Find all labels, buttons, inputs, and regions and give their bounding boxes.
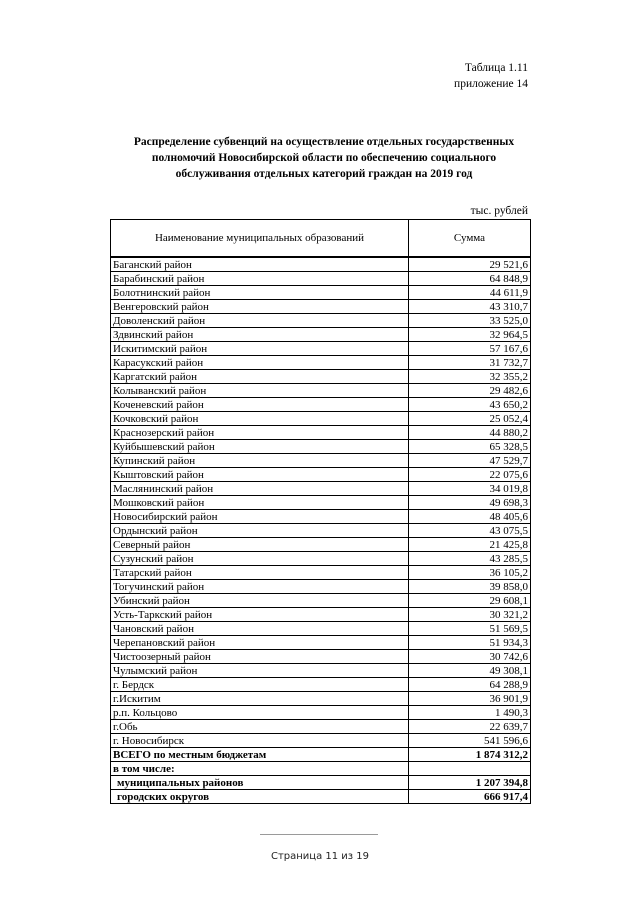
table-row bbox=[111, 440, 531, 454]
row-amount-cell: 1 207 394,8 bbox=[409, 776, 531, 790]
row-amount-cell: 51 934,3 bbox=[409, 636, 531, 650]
table-row bbox=[111, 412, 531, 426]
table-row bbox=[111, 398, 531, 412]
row-amount-cell: 541 596,6 bbox=[409, 734, 531, 748]
document-title bbox=[100, 134, 548, 182]
row-name-cell: Чистоозерный район bbox=[111, 650, 409, 664]
row-amount-cell: 32 964,5 bbox=[409, 328, 531, 342]
table-row bbox=[111, 286, 531, 300]
table-row bbox=[111, 510, 531, 524]
subtotal-row bbox=[111, 776, 531, 790]
row-name-cell: ВСЕГО по местным бюджетам bbox=[111, 748, 409, 762]
units-label: тыс. рублей bbox=[470, 205, 528, 217]
row-name-cell: Черепановский район bbox=[111, 636, 409, 650]
row-name-cell: Купинский район bbox=[111, 454, 409, 468]
row-name-cell: Здвинский район bbox=[111, 328, 409, 342]
row-amount-cell bbox=[409, 762, 531, 776]
table-row bbox=[111, 664, 531, 678]
row-amount-cell: 49 308,1 bbox=[409, 664, 531, 678]
row-amount-cell: 51 569,5 bbox=[409, 622, 531, 636]
row-name-cell: Маслянинский район bbox=[111, 482, 409, 496]
row-amount-cell: 43 650,2 bbox=[409, 398, 531, 412]
row-amount-cell: 22 075,6 bbox=[409, 468, 531, 482]
row-amount-cell: 36 901,9 bbox=[409, 692, 531, 706]
row-name-cell: Венгеровский район bbox=[111, 300, 409, 314]
row-name-cell: Новосибирский район bbox=[111, 510, 409, 524]
subsidy-table bbox=[110, 219, 531, 804]
row-name-cell: г.Обь bbox=[111, 720, 409, 734]
row-amount-cell: 43 310,7 bbox=[409, 300, 531, 314]
title-line-1: Распределение субвенций на осуществление отдельных государственных bbox=[133, 136, 515, 148]
row-name-cell: Чановский район bbox=[111, 622, 409, 636]
row-amount-cell: 29 482,6 bbox=[409, 384, 531, 398]
table-row bbox=[111, 272, 531, 286]
row-amount-cell: 31 732,7 bbox=[409, 356, 531, 370]
row-name-cell: Краснозерский район bbox=[111, 426, 409, 440]
row-amount-cell: 33 525,0 bbox=[409, 314, 531, 328]
row-amount-cell: 57 167,6 bbox=[409, 342, 531, 356]
table-row bbox=[111, 370, 531, 384]
row-amount-cell: 48 405,6 bbox=[409, 510, 531, 524]
row-amount-cell: 21 425,8 bbox=[409, 538, 531, 552]
row-amount-cell: 49 698,3 bbox=[409, 496, 531, 510]
row-amount-cell: 64 848,9 bbox=[409, 272, 531, 286]
table-row bbox=[111, 636, 531, 650]
row-name-cell: г. Бердск bbox=[111, 678, 409, 692]
table-row bbox=[111, 538, 531, 552]
row-name-cell: Усть-Таркский район bbox=[111, 608, 409, 622]
row-amount-cell: 44 880,2 bbox=[409, 426, 531, 440]
table-row bbox=[111, 734, 531, 748]
row-amount-cell: 36 105,2 bbox=[409, 566, 531, 580]
row-name-cell: в том числе: bbox=[111, 762, 409, 776]
row-amount-cell: 29 608,1 bbox=[409, 594, 531, 608]
column-header-amount: Сумма bbox=[409, 220, 531, 258]
row-amount-cell: 666 917,4 bbox=[409, 790, 531, 804]
table-row bbox=[111, 496, 531, 510]
row-amount-cell: 43 285,5 bbox=[409, 552, 531, 566]
row-name-cell: Тогучинский район bbox=[111, 580, 409, 594]
table-row bbox=[111, 300, 531, 314]
table-row bbox=[111, 720, 531, 734]
column-header-name: Наименование муниципальных образований bbox=[111, 220, 409, 258]
row-name-cell: Ордынский район bbox=[111, 524, 409, 538]
row-amount-cell: 25 052,4 bbox=[409, 412, 531, 426]
table-row bbox=[111, 426, 531, 440]
including-row bbox=[111, 762, 531, 776]
row-amount-cell: 64 288,9 bbox=[409, 678, 531, 692]
table-row bbox=[111, 342, 531, 356]
table-row bbox=[111, 314, 531, 328]
table-row bbox=[111, 328, 531, 342]
subtotal-row bbox=[111, 790, 531, 804]
table-row bbox=[111, 566, 531, 580]
table-number: Таблица 1.11 bbox=[464, 62, 528, 74]
row-amount-cell: 32 355,2 bbox=[409, 370, 531, 384]
row-amount-cell: 30 321,2 bbox=[409, 608, 531, 622]
table-row bbox=[111, 580, 531, 594]
row-amount-cell: 47 529,7 bbox=[409, 454, 531, 468]
row-name-cell: Болотнинский район bbox=[111, 286, 409, 300]
row-amount-cell: 34 019,8 bbox=[409, 482, 531, 496]
title-line-3: обслуживания отдельных категорий граждан на 2019 год bbox=[175, 168, 473, 180]
row-name-cell: Кыштовский район bbox=[111, 468, 409, 482]
table-row bbox=[111, 257, 531, 272]
table-row bbox=[111, 706, 531, 720]
row-name-cell: г. Новосибирск bbox=[111, 734, 409, 748]
row-amount-cell: 65 328,5 bbox=[409, 440, 531, 454]
row-name-cell: Барабинский район bbox=[111, 272, 409, 286]
row-name-cell: Кочковский район bbox=[111, 412, 409, 426]
table-header-row bbox=[111, 220, 531, 258]
row-amount-cell: 30 742,6 bbox=[409, 650, 531, 664]
row-name-cell: Куйбышевский район bbox=[111, 440, 409, 454]
table-row bbox=[111, 622, 531, 636]
row-name-cell: Сузунский район bbox=[111, 552, 409, 566]
row-name-cell: Коченевский район bbox=[111, 398, 409, 412]
row-name-cell: муниципальных районов bbox=[111, 776, 409, 790]
row-amount-cell: 39 858,0 bbox=[409, 580, 531, 594]
table-row bbox=[111, 650, 531, 664]
total-row bbox=[111, 748, 531, 762]
table-row bbox=[111, 608, 531, 622]
row-name-cell: Чулымский район bbox=[111, 664, 409, 678]
row-amount-cell: 44 611,9 bbox=[409, 286, 531, 300]
table-body bbox=[111, 257, 531, 804]
row-name-cell: р.п. Кольцово bbox=[111, 706, 409, 720]
table-row bbox=[111, 524, 531, 538]
row-name-cell: Искитимский район bbox=[111, 342, 409, 356]
footer-divider bbox=[260, 834, 378, 835]
row-name-cell: Татарский район bbox=[111, 566, 409, 580]
row-name-cell: Доволенский район bbox=[111, 314, 409, 328]
row-name-cell: г.Искитим bbox=[111, 692, 409, 706]
row-amount-cell: 1 874 312,2 bbox=[409, 748, 531, 762]
table-row bbox=[111, 594, 531, 608]
table-row bbox=[111, 678, 531, 692]
table-row bbox=[111, 356, 531, 370]
table-row bbox=[111, 454, 531, 468]
row-name-cell: Колыванский район bbox=[111, 384, 409, 398]
row-name-cell: Карасукский район bbox=[111, 356, 409, 370]
row-name-cell: Баганский район bbox=[111, 257, 409, 272]
table-row bbox=[111, 692, 531, 706]
title-line-2: полномочий Новосибирской области по обеспечению социального bbox=[151, 152, 497, 164]
row-name-cell: Каргатский район bbox=[111, 370, 409, 384]
row-name-cell: Убинский район bbox=[111, 594, 409, 608]
row-name-cell: Мошковский район bbox=[111, 496, 409, 510]
table-row bbox=[111, 384, 531, 398]
appendix-label: приложение 14 bbox=[454, 78, 528, 90]
table-row bbox=[111, 482, 531, 496]
table-row bbox=[111, 468, 531, 482]
row-name-cell: Северный район bbox=[111, 538, 409, 552]
table-row bbox=[111, 552, 531, 566]
row-amount-cell: 22 639,7 bbox=[409, 720, 531, 734]
row-name-cell: городских округов bbox=[111, 790, 409, 804]
row-amount-cell: 1 490,3 bbox=[409, 706, 531, 720]
row-amount-cell: 29 521,6 bbox=[409, 257, 531, 272]
page-footer: Страница 11 из 19 bbox=[270, 851, 370, 862]
row-amount-cell: 43 075,5 bbox=[409, 524, 531, 538]
